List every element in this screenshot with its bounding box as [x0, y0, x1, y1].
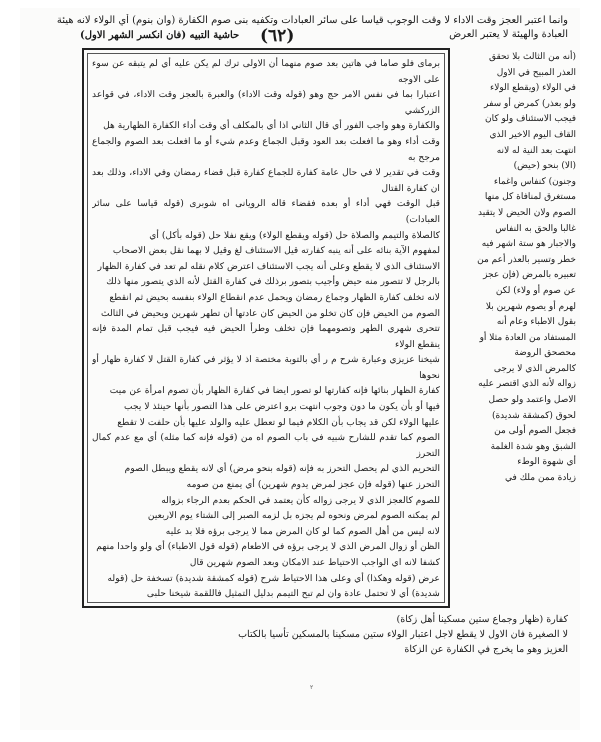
commentary-line: عليها الولاء لكن قد يجاب بأن الكلام فيما لو تعطل عليه والولد عليها بأن حلفت لا تقطع — [117, 416, 440, 428]
margin-line: فجعل الصوم أولى من — [494, 426, 576, 437]
margin-line: بقول الاطباء وعام أنه — [496, 317, 576, 328]
commentary-line: تتحرى شهري الطهر وتصومهما فإن تخلف وطرأ الحيض فيه فيجب قبل تمام المدة فإنه ينقطع الولاء — [92, 323, 440, 350]
margin-line: مستغرق لمنافاة كل منها — [484, 192, 576, 203]
margin-line: (أنه من الثالث بلا تحقق — [489, 52, 576, 62]
margin-line: انتهت بعد النية له لانه — [496, 145, 576, 156]
commentary-line: لانه ليس من أهل الصوم كما لو كان المرض مما لا يرجى برؤه فلا بد عليه — [165, 525, 440, 537]
margin-line: كالمرض الذي لا يرجى — [493, 363, 576, 374]
commentary-line: شديدة) أي لا تحتمل عادة وان لم تبح التيمم بدليل التمثيل فاللقمة شيخنا حلبى — [146, 588, 440, 600]
margin-line: تعبيره بالمرض (فإن عجز — [483, 270, 576, 281]
bottom-line: كفارة (ظهار وجماع ستين مسكينا أهل زكاة) — [396, 614, 568, 625]
commentary-line: الصوم من الحيض فإن كان تخلو من الحيض كان عادتها أن تطهر شهرين ويحيض في الثالث — [100, 307, 440, 319]
margin-line: (الا) بنحو (حيض) — [513, 161, 576, 172]
bottom-line: العزيز وهو ما يخرج في الكفارة عن الزكاة — [404, 644, 568, 655]
margin-line: الشبق وهو شدة الغلمة — [490, 441, 576, 452]
commentary-line: وقت أداء وهو ما افعلت بعد العود وقبل الجماع وعدم شيء أو ما افعلت بعد الصوم والجماع مرجح به — [92, 135, 440, 163]
margin-text-column — [456, 50, 576, 610]
commentary-line: اعتبارا بما في نفس الامر حج وهو (قوله وقت الاداء) والعبرة بالعجز وقت الاداء، في قواعد الزركشي — [92, 89, 440, 116]
commentary-line: للصوم كالعجز الذي لا يرجى زواله كأن يعتمد في الحكم بعدم الرجاء بزواله — [161, 494, 440, 506]
commentary-line: لمفهوم الآية بنائه على أنه ينبه كفارته قيل الاستئناف لغ وقيل لا بهما نقل بعض الاصحاب — [112, 245, 440, 257]
margin-line: عن صوم أو ولاء) لكن — [495, 285, 576, 296]
book-page — [20, 8, 580, 730]
margin-line: الصوم ولان الحيض لا يتقيد — [478, 207, 576, 218]
commentary-line: الاستئناف الذي لا يقطع وعلى أنه يجب الاستئناف اعترض كلام نقله لم تعد في كفارة الظهار — [97, 260, 440, 272]
margin-line: فيجب الاستئناف ولو كان — [484, 114, 576, 125]
commentary-line: والكفارة وهو واجب الفور أي قال الثاني اذا أي بالمكلف أي وقت أداء الكفارة الظهارية هل — [103, 120, 440, 132]
commentary-text — [92, 56, 440, 600]
page-number: (٦٢) — [260, 26, 295, 46]
commentary-line: الصوم كما تقدم للشارح شبيه في باب الصوم اه من (قوله فإنه كما مثله) أي مع عدم كمال التحرز — [92, 432, 440, 459]
margin-line: لهرم أو يصوم شهرين بلا — [485, 301, 576, 312]
bottom-line: لا الصغيرة فان الاول لا يقطع لاجل اعتبار الولاء ستين مسكينا بالمسكين تأسيا بالكتاب — [238, 629, 568, 640]
commentary-frame — [82, 48, 450, 608]
margin-line: المستفاد من العادة مثلا أو — [479, 332, 576, 343]
header-line-1: وانما اعتبر العجز وقت الاداء لا وقت الوجوب قياسا على سائر العبادات وتكفيه بنى صوم الكفارة (وان بنوم) أي الولاء لانه هيئة — [56, 15, 568, 26]
margin-line: خطر وتسير بالعذر أعم من — [477, 254, 576, 265]
margin-line: وجنون) كنفاس واغماء — [493, 176, 576, 187]
header-line-2: العبادة والهيئة لا يعتبر العرض — [449, 29, 568, 40]
margin-line: غالبا والحق به النفاس — [495, 223, 576, 234]
commentary-line: عرض (قوله وهكذا) أي وعلى هذا الاحتياط شرح (قوله كمشقة شديدة) تسخفة حل (قوله — [107, 572, 440, 584]
margin-line: زواله لأنه الذي اقتصر عليه — [478, 379, 576, 390]
commentary-line: وقت في تقدير لا في حال عامة كفارة للجماع كفارة قبل قضاء رمضان وفي الاداء، وذلك بعد ان كفارة القتال — [92, 167, 440, 194]
margin-line: الاصل واعتمد ولو حصل — [488, 395, 576, 406]
margin-line: في الولاء (ويقطع الولاء — [490, 83, 576, 94]
commentary-line: الظن أو زوال المرض الذي لا يرجى برؤه في الاطعام (قوله قول الاطباء) أي ولو واحدا منهم — [96, 541, 440, 553]
margin-line: العذر المبيح في الاول — [496, 67, 576, 78]
margin-line: لحوق (كمشقة شديدة) — [491, 410, 576, 421]
margin-line: القاف اليوم الاخير الذي — [489, 129, 576, 140]
commentary-line: فيها أو بأن يكون ما دون وجوب انتهت برو اعترض على هذا التصور بأنها حينئذ لا يجب — [123, 401, 440, 413]
bottom-text — [42, 612, 568, 660]
margin-line: محصحق الروضة — [514, 348, 576, 359]
commentary-line: التحريم الذي لم يحصل التحرز به فإنه (قوله بنحو مرض) أي لانه يقطع ويبطل الصوم — [124, 463, 440, 475]
margin-line: أي شهوة الوطء — [517, 457, 576, 468]
commentary-line: قبل الوقت فهي أداء أو بعده فقضاء قاله الرويانى اه شوبرى (قوله قياسا على سائر العبادات) — [92, 198, 440, 225]
running-title: حاشية التبيه (فان انكسر الشهر الاول) — [80, 30, 240, 41]
margin-line: زيادة ممن ملك في — [505, 473, 576, 484]
commentary-line: كشفا لانه اي الواجب الاحتياط عند الامكان وبعد الصوم شهرين قال — [189, 557, 440, 568]
commentary-line: بالرجل لا تتصور منه حيض وأجيب بتصور برذلك في كفارة القتل لأنه الذي يتصور منها ذلك — [106, 276, 440, 288]
commentary-line: كالصلاة والتيمم والصلاة حل (قوله ويقطع الولاء) ويقع نفلا حل (قوله بأكل) أي — [149, 229, 440, 241]
commentary-line: شيخنا عزيزي وعبارة شرح م ر أي بالتوبة مختصة اذ لا يؤثر في كفارة القتل لا كفارة ظهار أو نحوها — [92, 354, 440, 381]
commentary-line: لم يمكنه الصوم لمرض ونحوه لم يجزه بل لزمه الصبر إلى الشتاء يوم الاربعين — [147, 510, 440, 522]
commentary-line: لانه تخلف كفارة الظهار وجماع رمضان ويحمل عدم انقطاع الولاء بنفسه بحيض ثم انقطع — [109, 291, 440, 303]
margin-line: والاجبار هو ستة اشهر فيه — [481, 239, 576, 250]
commentary-line: كفارة الظهار بنائها فإنه كفارتها لو تصور ايضا في كفارة الظهار بأن تصوم امرأة عن ميت — [109, 385, 440, 397]
commentary-line: برماى فلو صاما في هاتين بعد صوم منهما أن الاولى ترك لم يكن عليه أي لم يتبقه عن سوء على الاوجه — [92, 58, 440, 85]
margin-line: ولو بعذر) كمرض أو سفر — [484, 98, 576, 109]
footer-mark: ٢ — [310, 684, 314, 691]
commentary-line: التحرز عنها (قوله فإن عجز لمرض يدوم شهرين) أي يمنع من صومه — [186, 479, 440, 491]
